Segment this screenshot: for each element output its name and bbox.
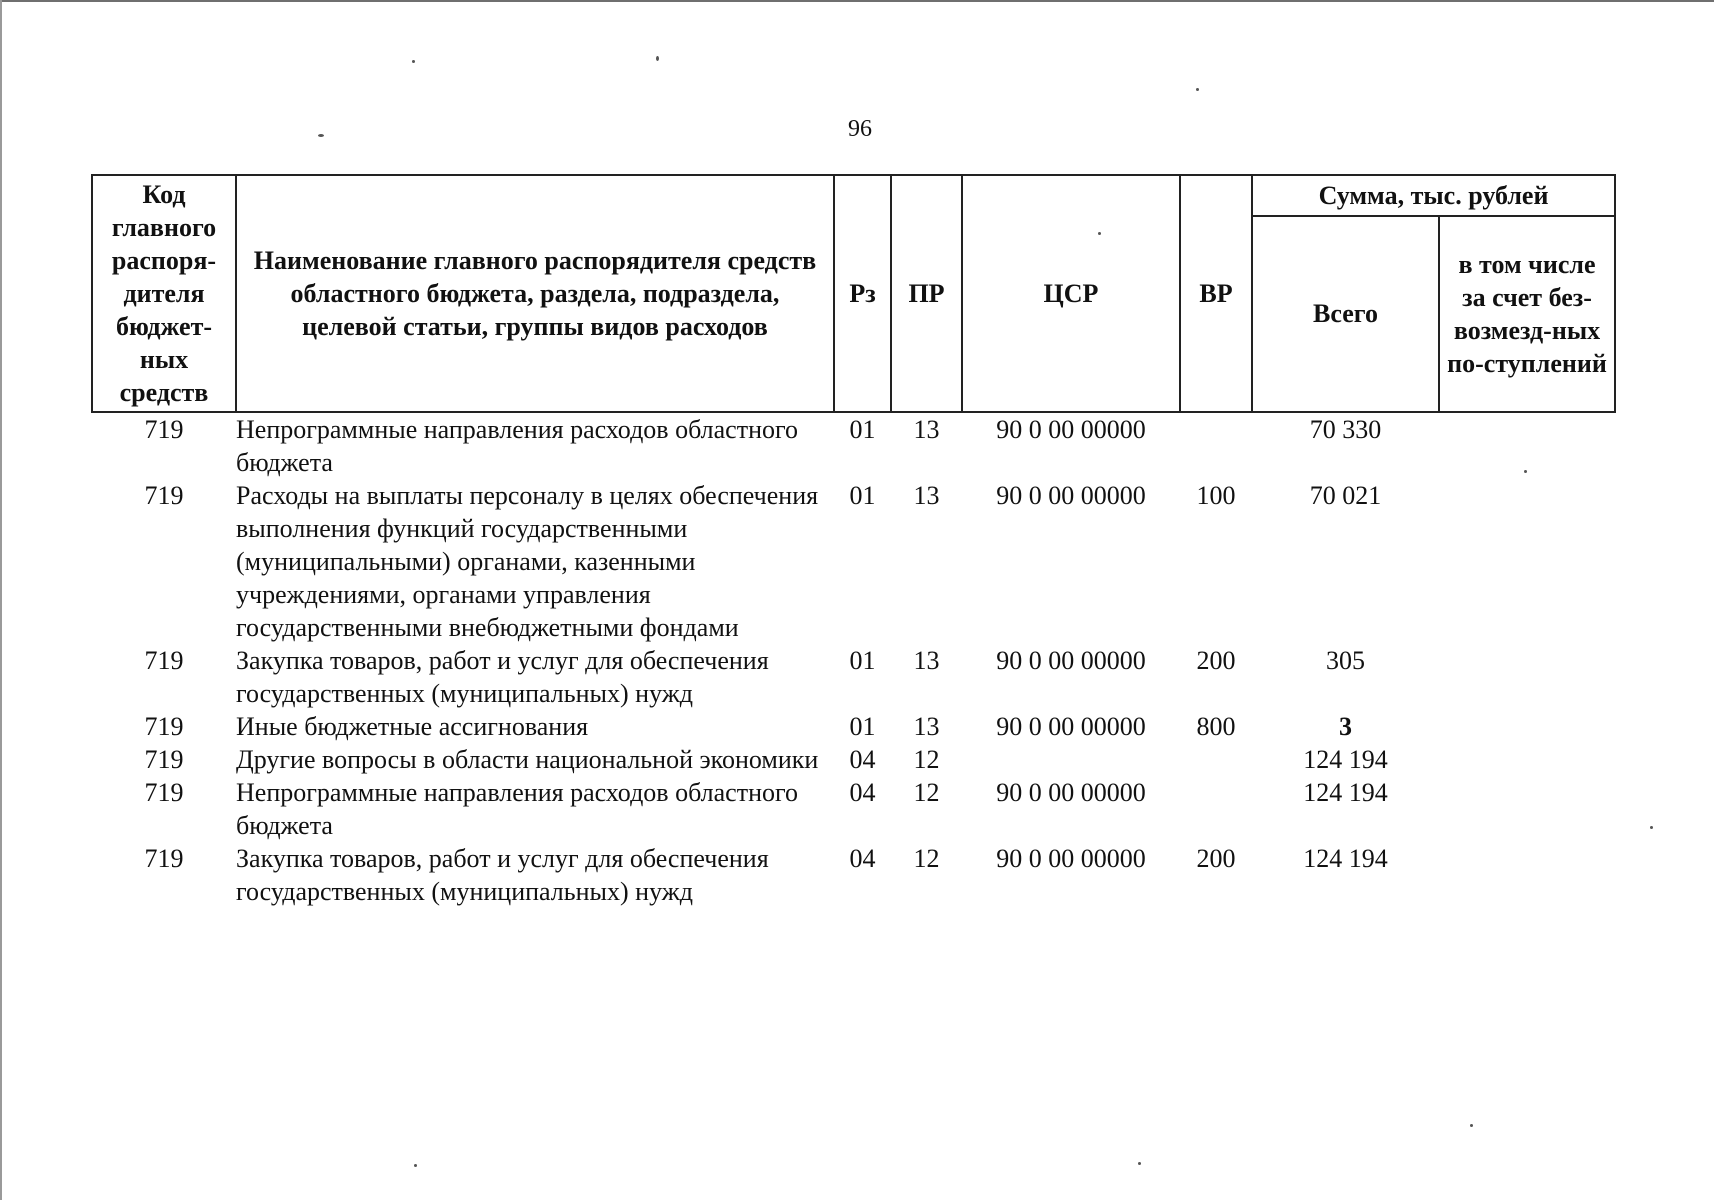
cell-total: 305 [1326, 646, 1365, 675]
cell-rz: 04 [849, 778, 876, 807]
table-row [92, 412, 1615, 479]
table-row [92, 644, 1615, 710]
cell-vr: 200 [1196, 646, 1236, 675]
cell-total: 3 [1339, 712, 1352, 741]
cell-name: Иные бюджетные ассигнования [236, 712, 589, 741]
cell-pr: 13 [913, 712, 940, 741]
cell-rz: 04 [849, 745, 876, 774]
cell-grants [1439, 743, 1615, 776]
cell-code: 719 [144, 712, 184, 741]
cell-csr: 90 0 00 00000 [996, 712, 1146, 741]
cell-rz: 01 [849, 646, 876, 675]
cell-pr: 13 [913, 646, 940, 675]
table-body [92, 412, 1615, 908]
cell-pr: 12 [913, 778, 940, 807]
scan-speck [1196, 88, 1199, 91]
cell-grants [1439, 644, 1615, 710]
cell-name: Другие вопросы в области национальной экономики [236, 745, 819, 774]
header-pr: ПР [891, 175, 962, 412]
cell-vr: 100 [1196, 481, 1236, 510]
cell-vr [1180, 412, 1252, 479]
header-code: Код главного распоря-дителя бюджет-ных средств [92, 175, 236, 412]
cell-name: Расходы на выплаты персоналу в целях обеспечения выполнения функций государственными (муниципальными) органами, казенными учреждениями, органами управления государственными внебюджетными фондами [236, 481, 819, 642]
cell-total: 124 194 [1303, 745, 1388, 774]
scan-top-edge [0, 0, 1714, 2]
cell-name: Непрограммные направления расходов областного бюджета [236, 778, 798, 840]
scan-speck [1650, 826, 1653, 829]
cell-total: 124 194 [1303, 844, 1388, 873]
header-sum-group: Сумма, тыс. рублей [1252, 175, 1615, 216]
table-header [92, 175, 1615, 412]
cell-code: 719 [144, 646, 184, 675]
cell-code: 719 [144, 481, 184, 510]
cell-pr: 13 [913, 481, 940, 510]
cell-rz: 04 [849, 844, 876, 873]
header-name: Наименование главного распорядителя средств областного бюджета, раздела, подраздела, целевой статьи, группы видов расходов [236, 175, 834, 412]
scan-speck [414, 1164, 417, 1167]
cell-vr: 200 [1196, 844, 1236, 873]
cell-csr: 90 0 00 00000 [996, 415, 1146, 444]
cell-csr [962, 743, 1180, 776]
cell-total: 70 330 [1309, 415, 1382, 444]
cell-name: Закупка товаров, работ и услуг для обеспечения государственных (муниципальных) нужд [236, 646, 769, 708]
header-vr: ВР [1180, 175, 1252, 412]
page-number: 96 [848, 116, 872, 142]
cell-pr: 12 [913, 844, 940, 873]
cell-grants [1439, 842, 1615, 908]
cell-grants [1439, 412, 1615, 479]
table-row [92, 776, 1615, 842]
scan-speck [656, 56, 659, 61]
cell-vr [1180, 743, 1252, 776]
cell-rz: 01 [849, 712, 876, 741]
cell-rz: 01 [849, 481, 876, 510]
cell-code: 719 [144, 778, 184, 807]
table-row [92, 479, 1615, 644]
cell-csr: 90 0 00 00000 [996, 844, 1146, 873]
cell-vr: 800 [1196, 712, 1236, 741]
cell-total: 70 021 [1309, 481, 1382, 510]
cell-code: 719 [144, 415, 184, 444]
cell-csr: 90 0 00 00000 [996, 646, 1146, 675]
header-rz: Рз [834, 175, 891, 412]
cell-grants [1439, 776, 1615, 842]
cell-grants [1439, 710, 1615, 743]
table-row [92, 842, 1615, 908]
table-row [92, 743, 1615, 776]
budget-table [91, 174, 1616, 908]
scan-speck [318, 134, 324, 137]
cell-code: 719 [144, 844, 184, 873]
scan-left-edge [0, 0, 2, 1200]
scan-speck [1470, 1124, 1473, 1127]
cell-csr: 90 0 00 00000 [996, 481, 1146, 510]
cell-grants [1439, 479, 1615, 644]
header-grants: в том числе за счет без-возмезд-ных по-ступлений [1439, 216, 1615, 412]
cell-name: Закупка товаров, работ и услуг для обеспечения государственных (муниципальных) нужд [236, 844, 769, 906]
header-total: Всего [1252, 216, 1439, 412]
header-csr: ЦСР [962, 175, 1180, 412]
cell-pr: 12 [913, 745, 940, 774]
cell-name: Непрограммные направления расходов областного бюджета [236, 415, 798, 477]
cell-code: 719 [144, 745, 184, 774]
cell-pr: 13 [913, 415, 940, 444]
cell-vr [1180, 776, 1252, 842]
scan-speck [1138, 1162, 1141, 1165]
cell-csr: 90 0 00 00000 [996, 778, 1146, 807]
cell-rz: 01 [849, 415, 876, 444]
scan-speck [412, 60, 415, 63]
cell-total: 124 194 [1303, 778, 1388, 807]
table-row [92, 710, 1615, 743]
